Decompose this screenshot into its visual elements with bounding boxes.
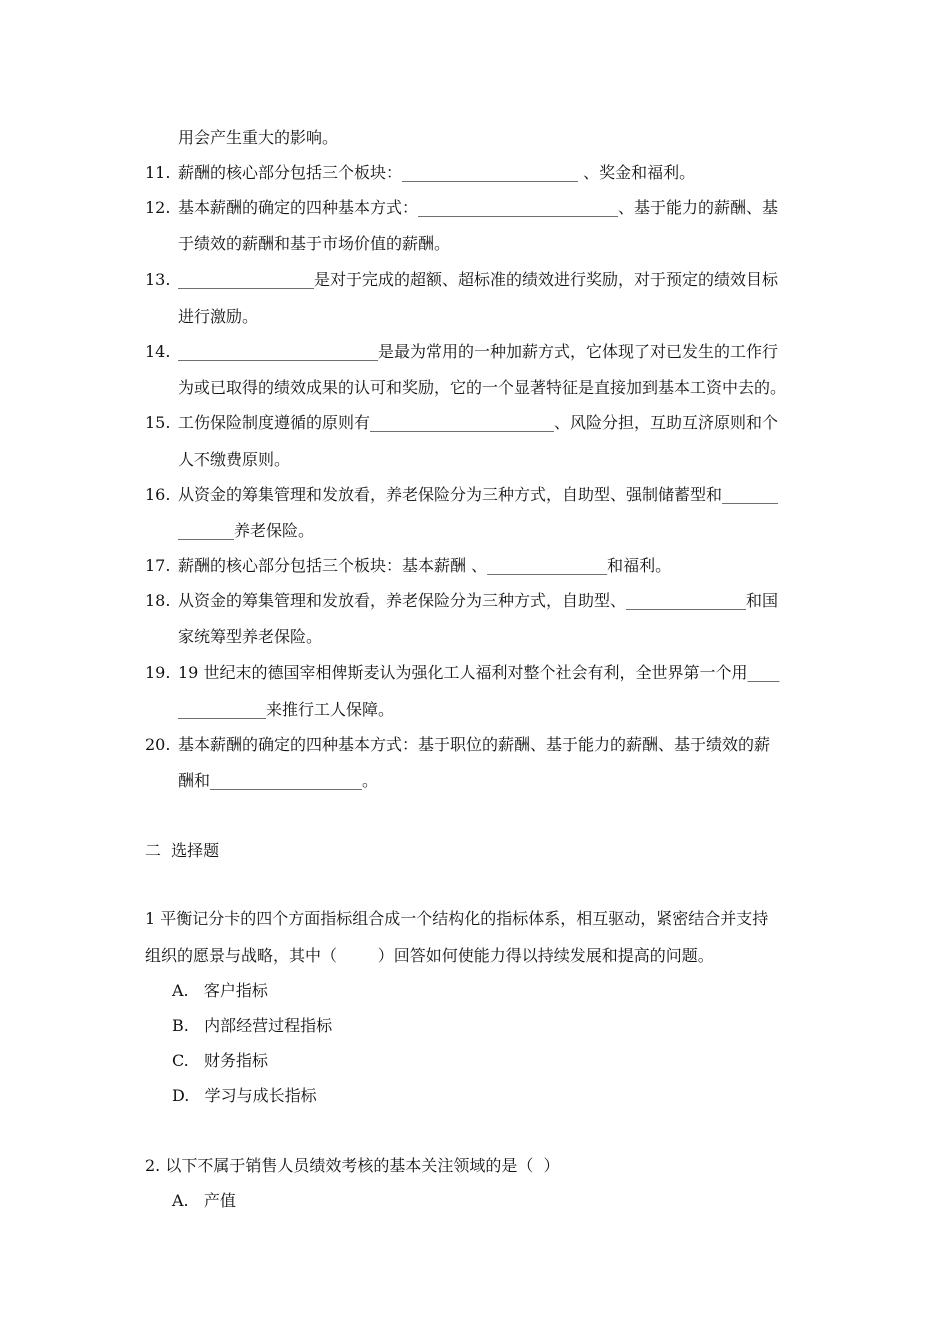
item-20-number: 20.: [145, 735, 171, 754]
q1-option-a: A. 客户指标: [172, 981, 268, 1000]
item-13-line-1: _________________是对于完成的超额、超标准的绩效进行奖励，对于预定的绩效目标: [178, 270, 779, 289]
item-18-number: 18.: [145, 591, 171, 610]
q2-option-a: A. 产值: [172, 1191, 236, 1210]
item-16-line-1: 从资金的筹集管理和发放看，养老保险分为三种方式，自助型、强制储蓄型和_______: [178, 485, 779, 504]
item-17-number: 17.: [145, 556, 171, 575]
q2-line-1: 2. 以下不属于销售人员绩效考核的基本关注领域的是（ ）: [145, 1156, 560, 1175]
item-12-line-1: 基本薪酬的确定的四种基本方式：_________________________、基于能力的薪酬、基: [178, 198, 779, 217]
q1-option-b: B. 内部经营过程指标: [172, 1016, 333, 1035]
item-12-line-2: 于绩效的薪酬和基于市场价值的薪酬。: [178, 234, 451, 253]
section-heading-choice: 二 选择题: [145, 841, 220, 860]
item-11-number: 11.: [145, 163, 171, 182]
item-14-line-2: 为或已取得的绩效成果的认可和奖励，它的一个显著特征是直接加到基本工资中去的。: [178, 378, 787, 397]
item-18-line-2: 家统筹型养老保险。: [178, 627, 323, 646]
item-15-line-2: 人不缴费原则。: [178, 450, 291, 469]
item-17-line-1: 薪酬的核心部分包括三个板块：基本薪酬 、_______________和福利。: [178, 556, 672, 575]
item-15-line-1: 工伤保险制度遵循的原则有_______________________、风险分担，互助互济原则和个: [178, 413, 779, 432]
item-13-line-2: 进行激励。: [178, 307, 259, 326]
item-19-number: 19.: [145, 663, 171, 682]
item-16-number: 16.: [145, 485, 171, 504]
item-12-number: 12.: [145, 198, 171, 217]
q1-option-c: C. 财务指标: [172, 1051, 269, 1070]
item-13-number: 13.: [145, 270, 171, 289]
item-18-line-1: 从资金的筹集管理和发放看，养老保险分为三种方式，自助型、_______________和国: [178, 591, 779, 610]
item-20-line-2: 酬和___________________。: [178, 771, 379, 790]
item-14-line-1: _________________________是最为常用的一种加薪方式，它体现了对已发生的工作行: [178, 342, 779, 361]
item-19-line-2: ___________来推行工人保障。: [178, 700, 395, 719]
item-11-line-1: 薪酬的核心部分包括三个板块：______________________ 、奖金和福利。: [178, 163, 696, 182]
item-15-number: 15.: [145, 413, 171, 432]
item-14-number: 14.: [145, 342, 171, 361]
intro-tail: 用会产生重大的影响。: [178, 128, 339, 147]
item-16-line-2: _______养老保险。: [178, 521, 315, 540]
item-19-line-1: 19 世纪末的德国宰相俾斯麦认为强化工人福利对整个社会有利，全世界第一个用____: [178, 663, 780, 682]
item-20-line-1: 基本薪酬的确定的四种基本方式：基于职位的薪酬、基于能力的薪酬、基于绩效的薪: [178, 735, 771, 754]
q1-line-1: 1 平衡记分卡的四个方面指标组合成一个结构化的指标体系，相互驱动，紧密结合并支持: [145, 909, 769, 928]
q1-line-2: 组织的愿景与战略，其中（ ）回答如何使能力得以持续发展和提高的问题。: [145, 946, 714, 965]
q1-option-d: D. 学习与成长指标: [172, 1086, 317, 1105]
